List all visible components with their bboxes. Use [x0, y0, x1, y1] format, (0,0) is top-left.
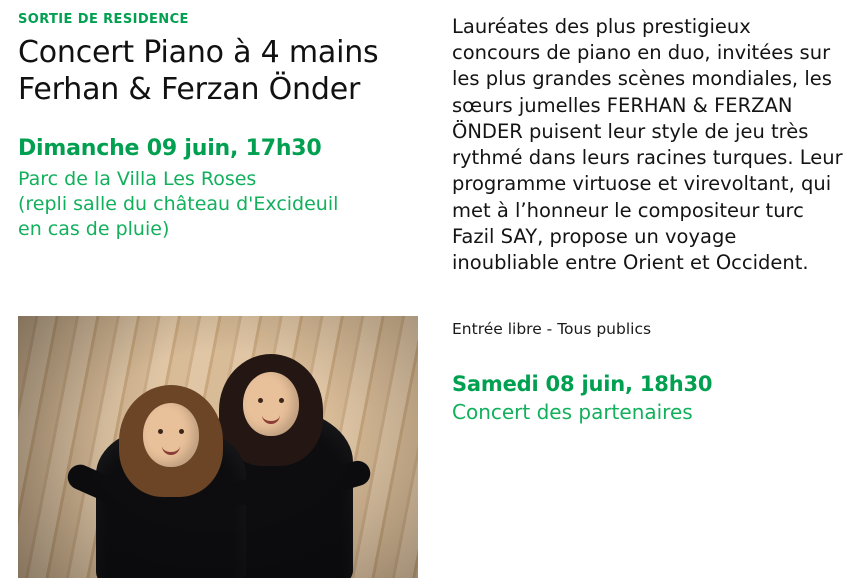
event-details-column — [18, 12, 418, 242]
admission-note: Entrée libre - Tous publics — [452, 320, 652, 339]
venue-line-1: Parc de la Villa Les Roses — [18, 168, 257, 191]
event-description: Lauréates des plus prestigieux concours de piano en duo, invitées sur les plus grandes scènes mondiales, les sœurs jumelles FERHAN & FERZAN ÖNDER puisent leur style de jeu très rythmé dans leurs racines turques. Leur programme virtuose et virevoltant, qui met à l’honneur le compositeur turc Fazil SAY, propose un voyage inoubliable entre Orient et Occident. — [452, 15, 843, 274]
photo-background — [18, 316, 418, 578]
description-column — [452, 14, 844, 424]
title-line-2: Ferhan & Ferzan Önder — [18, 71, 361, 107]
artist-photo — [18, 316, 418, 578]
eyebrow-label: SORTIE DE RESIDENCE — [18, 12, 189, 27]
photo-vignette — [18, 316, 418, 578]
venue-line-2: (repli salle du château d'Excideuil — [18, 193, 339, 216]
partner-event-date: Samedi 08 juin, 18h30 — [452, 372, 713, 397]
event-venue — [18, 167, 418, 242]
event-date: Dimanche 09 juin, 17h30 — [18, 136, 322, 162]
partner-event-title: Concert des partenaires — [452, 400, 693, 425]
page-title — [18, 35, 418, 108]
title-line-1: Concert Piano à 4 mains — [18, 35, 379, 70]
venue-line-3: en cas de pluie) — [18, 218, 170, 241]
